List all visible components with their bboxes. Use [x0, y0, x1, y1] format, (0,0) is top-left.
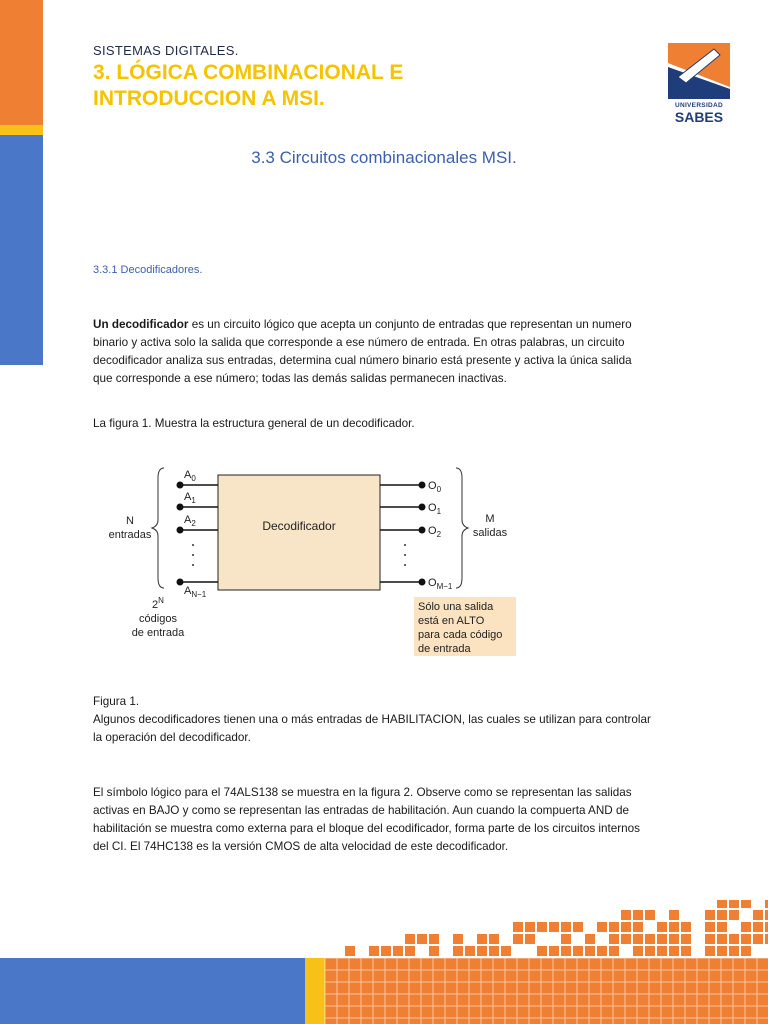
decoder-term: Un decodificador — [93, 318, 189, 331]
logo-brand-text: SABES — [674, 109, 724, 125]
subsection-title: 3.3.1 Decodificadores. — [93, 264, 203, 276]
input-labels — [184, 469, 207, 599]
paragraph-enable-inputs — [93, 693, 653, 747]
codes-label-entrada: de entrada — [131, 627, 185, 639]
svg-text:está en ALTO: está en ALTO — [418, 615, 485, 627]
svg-text:AN−1: $A_{N-1}$ — [184, 585, 207, 599]
course-name: SISTEMAS DIGITALES. — [93, 43, 239, 58]
decoder-definition-text: es un circuito lógico que acepta un conjunto de entradas que representan un numero binario y activa solo la salida que corresponde a ese número de entrada. En otras palabras, un circuito decodificador analiza sus entradas, determina cual número binario está presente y activa la única salida que corresponde a ese número; todas las demás salidas permanecen inactivas. — [93, 318, 632, 385]
outputs-label-m: M — [485, 513, 495, 525]
svg-text:A0: $A_0$ — [184, 469, 196, 483]
inputs-brace — [152, 468, 164, 588]
output-ellipsis — [404, 544, 406, 566]
paragraph-74als138: El símbolo lógico para el 74ALS138 se muestra en la figura 2. Observe como se representan las salidas activas en BAJO y como se representan las entradas de habilitación. Aun cuando la compuerta AND de habilitación se muestra como externa para el bloque del ecodificador, forma parte de los circuitos internos del CI. El 74HC138 es la versión CMOS de alta velocidad de este decodificador. — [93, 786, 641, 853]
left-yellow-bar — [0, 125, 43, 135]
svg-text:para cada código: para cada código — [418, 629, 503, 641]
enable-inputs-text: Algunos decodificadores tienen una o más entradas de HABILITACION, las cuales se utilizan para controlar la operación del decodificador. — [93, 713, 651, 744]
chapter-title-line-2: INTRODUCCION A MSI. — [93, 87, 325, 110]
svg-text:O0: $O_0$ — [428, 480, 442, 494]
input-ellipsis — [192, 544, 194, 566]
svg-text:O1: $O_1$ — [428, 502, 442, 516]
decoder-diagram — [92, 460, 532, 660]
left-blue-bar — [0, 135, 43, 365]
outputs-brace — [456, 468, 468, 588]
figure-caption: Figura 1. — [93, 695, 140, 708]
left-orange-bar — [0, 0, 43, 125]
chapter-title — [93, 60, 613, 112]
section-title: 3.3 Circuitos combinacionales MSI. — [251, 148, 517, 167]
svg-text:OM−1: $O_{M-1}$ — [428, 577, 453, 591]
inputs-label-entradas: entradas — [108, 529, 152, 541]
decoder-block-label: Decodificador — [262, 519, 336, 533]
inputs-label-n: N — [126, 515, 134, 527]
codes-label-codigos: códigos — [139, 613, 177, 625]
svg-text:O2: $O_2$ — [428, 525, 442, 539]
svg-text:de entrada: de entrada — [418, 643, 471, 655]
svg-text:Sólo una salida: Sólo una salida — [418, 601, 494, 613]
output-labels — [428, 480, 453, 591]
codes-label-count: $2^N$ — [152, 596, 164, 611]
outputs-label-salidas: salidas — [472, 527, 508, 539]
footer-decoration — [0, 900, 768, 1024]
paragraph-decoder-definition — [93, 316, 653, 388]
svg-text:A2: $A_2$ — [184, 514, 196, 528]
chapter-title-line-1: 3. LÓGICA COMBINACIONAL E — [93, 61, 404, 84]
svg-text:A1: $A_1$ — [184, 491, 196, 505]
logo-small-text: UNIVERSIDAD — [674, 102, 724, 109]
paragraph-figure-ref: La figura 1. Muestra la estructura general de un decodificador. — [93, 417, 415, 430]
output-lines — [380, 482, 425, 585]
